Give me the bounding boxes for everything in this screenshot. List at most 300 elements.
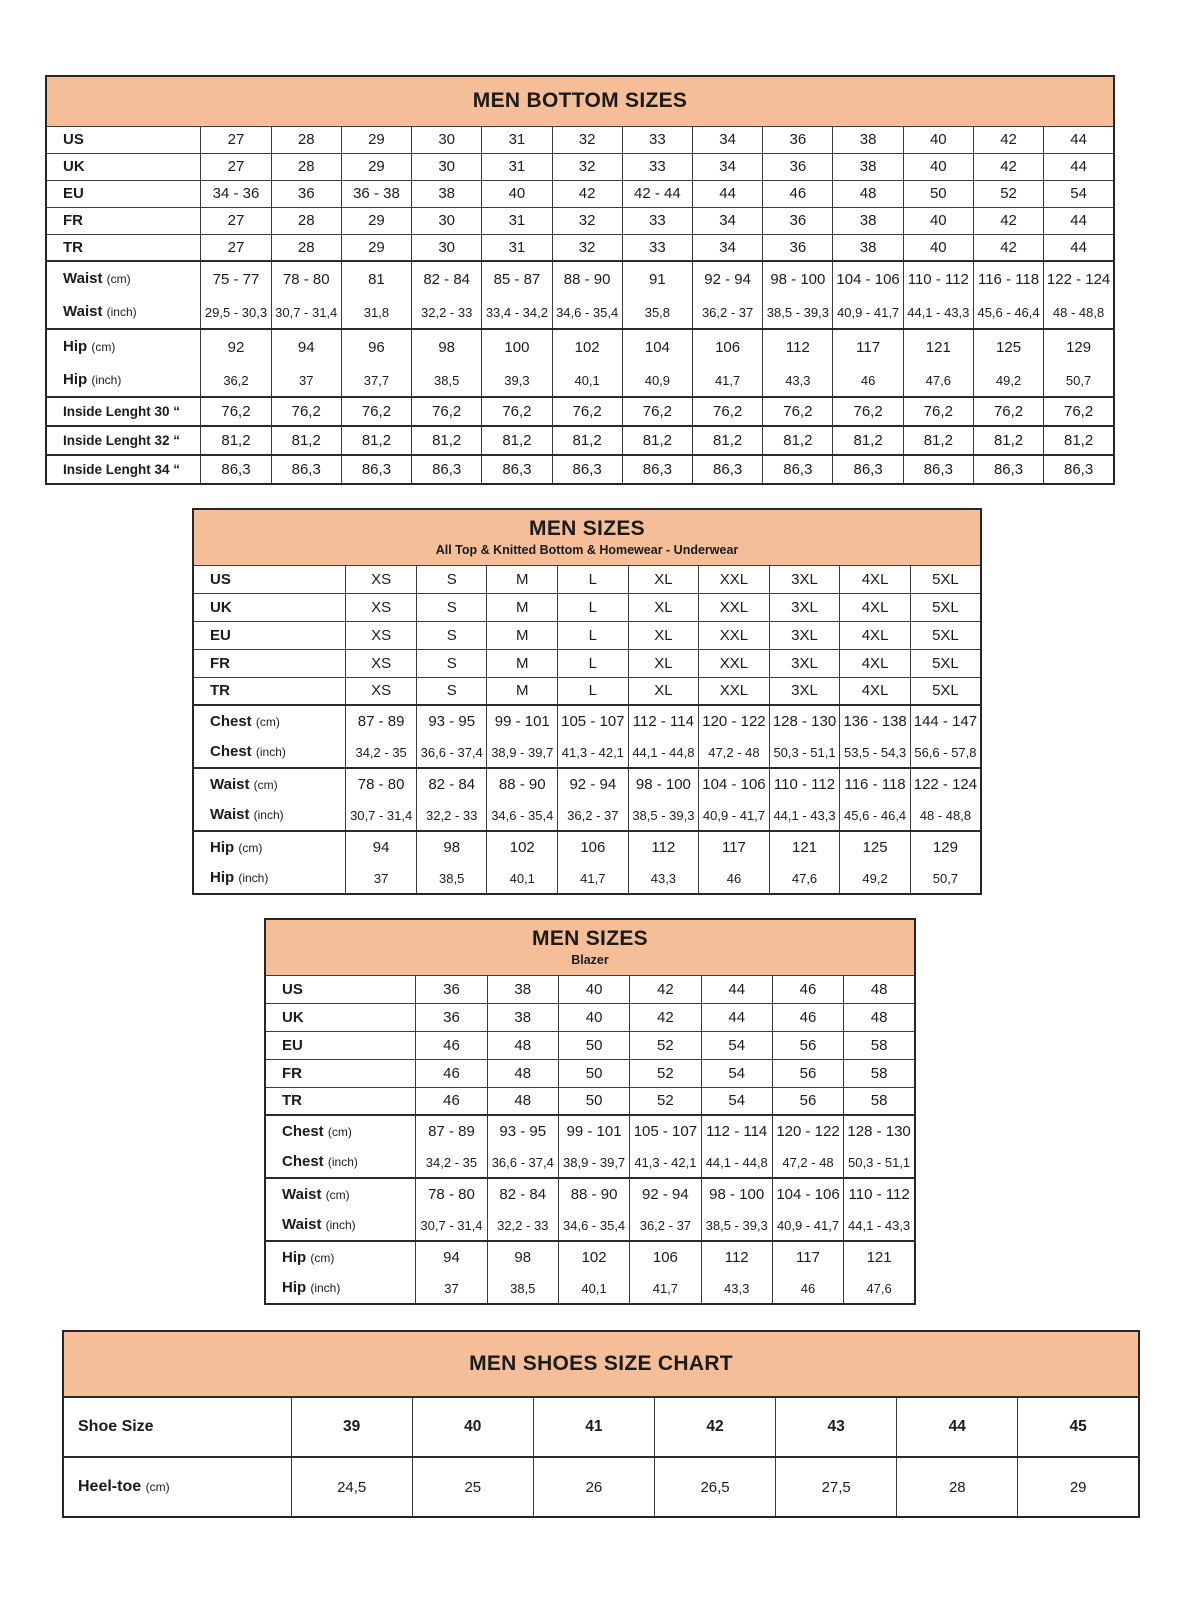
- row-label-text: FR: [210, 654, 230, 672]
- measure-inch-value: 40,9 - 41,7: [702, 807, 766, 823]
- row-label-text: US: [63, 131, 84, 148]
- value-cell: 42: [973, 234, 1043, 261]
- row-label-text: Chest: [282, 1153, 324, 1171]
- row-label: [46, 455, 201, 484]
- value-cell: 76,2: [201, 397, 271, 426]
- value-cell: 42: [973, 153, 1043, 180]
- row-label-line: [63, 185, 200, 202]
- measure-inch-value: 33,4 - 34,2: [485, 304, 548, 320]
- value-cell: 29: [341, 234, 411, 261]
- measure-inch-value: 47,2 - 48: [782, 1154, 834, 1170]
- value-cell: 44: [897, 1397, 1018, 1457]
- measure-cell: [840, 831, 911, 894]
- row-label: [265, 1241, 416, 1304]
- row-label-text: UK: [210, 598, 232, 616]
- measure-cell: [482, 329, 552, 397]
- row-label-line: [210, 839, 262, 856]
- table-row: [46, 207, 1114, 234]
- value-cell: 76,2: [833, 397, 903, 426]
- row-label-unit: (inch): [327, 1155, 358, 1170]
- measure-inch-value: 44,1 - 44,8: [705, 1154, 768, 1170]
- value-cell: 5XL: [910, 677, 981, 705]
- table-title: MEN SHOES SIZE CHART: [469, 1352, 733, 1375]
- measure-cm-value: 121: [866, 1249, 892, 1267]
- value-cell: 43: [776, 1397, 897, 1457]
- row-label-unit: (cm): [253, 777, 278, 792]
- row-label: [193, 705, 346, 768]
- value-cell: 30: [412, 207, 482, 234]
- row-label-text: Chest: [282, 1122, 324, 1140]
- measure-cell: [558, 831, 629, 894]
- row-label-text: Shoe Size: [78, 1418, 154, 1435]
- table-row: [265, 1241, 915, 1304]
- value-cell: S: [416, 593, 487, 621]
- value-cell: 86,3: [271, 455, 341, 484]
- value-cell: 58: [844, 1059, 915, 1087]
- value-cell: S: [416, 677, 487, 705]
- value-cell: 86,3: [622, 455, 692, 484]
- row-label-text: Chest: [210, 743, 252, 761]
- measure-cm-value: 82 - 84: [428, 776, 476, 794]
- row-label-line: [210, 743, 286, 760]
- row-label-unit: (inch): [253, 808, 284, 823]
- measure-inch-value: 46: [800, 1280, 816, 1296]
- value-cell: 26: [533, 1457, 654, 1517]
- value-cell: 42: [630, 1003, 701, 1031]
- measure-cell: [271, 261, 341, 329]
- value-cell: L: [558, 593, 629, 621]
- measure-inch-value: 41,7: [714, 372, 741, 388]
- measure-cell: [973, 261, 1043, 329]
- value-cell: XL: [628, 565, 699, 593]
- value-cell: 81,2: [201, 426, 271, 455]
- row-label-unit: (inch): [106, 305, 137, 319]
- value-cell: 36: [271, 180, 341, 207]
- men-bottom-sizes-table: [45, 75, 1115, 485]
- table-row: [193, 705, 981, 768]
- measure-cm-value: 82 - 84: [499, 1186, 547, 1204]
- value-cell: 40: [903, 207, 973, 234]
- value-cell: 76,2: [693, 397, 763, 426]
- measure-inch-value: 29,5 - 30,3: [204, 304, 268, 320]
- measure-inch-value: 45,6 - 46,4: [977, 304, 1040, 320]
- value-cell: 76,2: [622, 397, 692, 426]
- row-label-line: [282, 1153, 358, 1170]
- row-label-unit: (inch): [91, 373, 122, 387]
- measure-cm-value: 105 - 107: [561, 713, 625, 731]
- men-shoes-size-chart-table-container: [62, 1330, 1140, 1518]
- measure-cm-value: 106: [580, 839, 606, 857]
- value-cell: 31: [482, 153, 552, 180]
- value-cell: XS: [346, 621, 417, 649]
- table-header-band: [265, 919, 915, 975]
- measure-inch-value: 40,9 - 41,7: [776, 1217, 840, 1233]
- measure-cell: [628, 768, 699, 831]
- measure-inch-value: 35,8: [644, 304, 671, 320]
- table-row: [193, 621, 981, 649]
- measure-inch-value: 34,6 - 35,4: [563, 1217, 626, 1233]
- row-label-unit: (inch): [325, 1218, 356, 1233]
- row-label-unit: (cm): [310, 1250, 335, 1265]
- measure-cm-value: 98 - 100: [770, 270, 826, 288]
- value-cell: 86,3: [973, 455, 1043, 484]
- table-row: [193, 831, 981, 894]
- row-label-text: Hip: [63, 371, 88, 388]
- value-cell: 32: [552, 234, 622, 261]
- table-title: MEN BOTTOM SIZES: [472, 89, 688, 113]
- measure-inch-value: 37: [298, 372, 314, 388]
- measure-cell: [346, 831, 417, 894]
- row-label-text: Waist: [210, 806, 250, 824]
- table-row: [193, 565, 981, 593]
- value-cell: 38: [833, 153, 903, 180]
- value-cell: 46: [772, 1003, 843, 1031]
- value-cell: 46: [416, 1087, 487, 1115]
- row-label-line: [63, 158, 200, 175]
- value-cell: 50: [558, 1059, 629, 1087]
- value-cell: 28: [271, 153, 341, 180]
- row-label-line: [282, 1249, 334, 1266]
- measure-cm-value: 122 - 124: [913, 776, 978, 794]
- table-row: [63, 1457, 1139, 1517]
- row-label-unit: (cm): [255, 714, 280, 729]
- value-cell: 76,2: [903, 397, 973, 426]
- measure-cell: [552, 329, 622, 397]
- table-row: [46, 426, 1114, 455]
- value-cell: 3XL: [769, 593, 840, 621]
- value-cell: 56: [772, 1087, 843, 1115]
- measure-cell: [763, 329, 833, 397]
- value-cell: 4XL: [840, 677, 911, 705]
- measure-cm-value: 112: [651, 839, 676, 857]
- value-cell: 86,3: [763, 455, 833, 484]
- value-cell: 34: [693, 126, 763, 153]
- row-label: [63, 1397, 291, 1457]
- measure-cm-value: 104: [644, 338, 670, 356]
- value-cell: 27: [201, 234, 271, 261]
- row-label-text: Hip: [282, 1279, 307, 1297]
- row-label: [265, 1031, 416, 1059]
- value-cell: M: [487, 565, 558, 593]
- measure-cell: [341, 329, 411, 397]
- value-cell: 46: [763, 180, 833, 207]
- table-header-band: [63, 1331, 1139, 1397]
- value-cell: 81,2: [763, 426, 833, 455]
- value-cell: 36 - 38: [341, 180, 411, 207]
- men-shoes-size-chart-table: [62, 1330, 1140, 1518]
- table-subtitle: All Top & Knitted Bottom & Homewear - Underwear: [435, 543, 739, 558]
- value-cell: 40: [903, 126, 973, 153]
- measure-cell: [558, 1241, 629, 1304]
- table-row: [46, 397, 1114, 426]
- value-cell: 76,2: [763, 397, 833, 426]
- value-cell: 81,2: [482, 426, 552, 455]
- row-label-unit: (cm): [91, 340, 116, 354]
- value-cell: M: [487, 593, 558, 621]
- measure-cell: [699, 768, 770, 831]
- row-label-unit: (cm): [106, 272, 131, 286]
- value-cell: 76,2: [552, 397, 622, 426]
- value-cell: 30: [412, 126, 482, 153]
- row-label-line: [282, 1037, 415, 1054]
- row-label-text: Inside Lenght 34 “: [63, 462, 181, 477]
- value-cell: 46: [416, 1059, 487, 1087]
- value-cell: 33: [622, 207, 692, 234]
- measure-cm-value: 93 - 95: [499, 1123, 547, 1141]
- measure-inch-value: 40,1: [581, 1280, 607, 1296]
- row-label: [46, 126, 201, 153]
- measure-cm-value: 120 - 122: [702, 713, 766, 731]
- measure-inch-value: 56,6 - 57,8: [914, 744, 977, 760]
- measure-inch-value: 45,6 - 46,4: [844, 807, 907, 823]
- table-row: [265, 1178, 915, 1241]
- men-sizes-blazer-table: [264, 918, 916, 1305]
- value-cell: 76,2: [1044, 397, 1114, 426]
- row-label-line: [78, 1418, 291, 1436]
- row-label-text: FR: [282, 1064, 302, 1082]
- measure-inch-value: 43,3: [724, 1280, 750, 1296]
- row-label-text: FR: [63, 212, 83, 229]
- row-label: [46, 207, 201, 234]
- measure-inch-value: 34,6 - 35,4: [556, 304, 619, 320]
- table-row: [265, 1003, 915, 1031]
- table-row: [46, 180, 1114, 207]
- measure-cm-value: 99 - 101: [494, 713, 550, 731]
- value-cell: 4XL: [840, 593, 911, 621]
- table-row: [265, 1031, 915, 1059]
- measure-inch-value: 38,5: [439, 870, 465, 886]
- value-cell: XL: [628, 649, 699, 677]
- measure-cell: [341, 261, 411, 329]
- measure-cell: [622, 329, 692, 397]
- value-cell: 40: [903, 153, 973, 180]
- value-cell: 33: [622, 234, 692, 261]
- measure-cm-value: 98: [438, 338, 456, 356]
- row-label: [193, 677, 346, 705]
- row-label-line: [63, 212, 200, 229]
- measure-cell: [487, 1115, 558, 1178]
- value-cell: 4XL: [840, 649, 911, 677]
- row-label: [265, 1115, 416, 1178]
- measure-cm-value: 88 - 90: [570, 1186, 618, 1204]
- measure-cm-value: 92 - 94: [642, 1186, 689, 1204]
- table-row: [265, 1059, 915, 1087]
- table-row: [46, 455, 1114, 484]
- row-label-line: [63, 371, 121, 388]
- value-cell: 44: [1044, 153, 1114, 180]
- value-cell: 4XL: [840, 621, 911, 649]
- value-cell: 86,3: [201, 455, 271, 484]
- row-label-line: [282, 1092, 415, 1109]
- row-label: [46, 329, 201, 397]
- value-cell: 32: [552, 207, 622, 234]
- measure-inch-value: 38,5 - 39,3: [632, 807, 695, 823]
- measure-cell: [903, 329, 973, 397]
- measure-cm-value: 93 - 95: [428, 713, 476, 731]
- measure-inch-value: 47,6: [866, 1280, 892, 1296]
- measure-cm-value: 98: [514, 1249, 532, 1267]
- value-cell: 28: [271, 234, 341, 261]
- measure-inch-value: 53,5 - 54,3: [844, 744, 907, 760]
- value-cell: 86,3: [341, 455, 411, 484]
- value-cell: 48: [487, 1031, 558, 1059]
- measure-inch-value: 30,7 - 31,4: [350, 807, 413, 823]
- measure-cell: [973, 329, 1043, 397]
- row-label-line: [63, 131, 200, 148]
- measure-inch-value: 40,9: [644, 372, 671, 388]
- table-row: [193, 677, 981, 705]
- measure-cm-value: 81: [368, 270, 385, 288]
- row-label: [265, 975, 416, 1003]
- value-cell: 3XL: [769, 677, 840, 705]
- measure-cm-value: 110 - 112: [773, 776, 836, 794]
- table-row: [46, 153, 1114, 180]
- row-label-line: [282, 1279, 340, 1296]
- measure-cm-value: 116 - 118: [977, 270, 1040, 288]
- measure-cell: [833, 329, 903, 397]
- value-cell: 50: [903, 180, 973, 207]
- measure-cm-value: 116 - 118: [844, 776, 906, 794]
- row-label-unit: (inch): [238, 871, 269, 886]
- measure-cell: [482, 261, 552, 329]
- measure-cell: [558, 705, 629, 768]
- value-cell: XS: [346, 677, 417, 705]
- measure-cell: [844, 1241, 915, 1304]
- measure-inch-value: 40,1: [574, 372, 600, 388]
- value-cell: 42: [552, 180, 622, 207]
- row-label-text: Waist: [63, 270, 103, 287]
- measure-inch-value: 36,2 - 37: [701, 304, 754, 320]
- value-cell: 29: [341, 126, 411, 153]
- measure-cm-value: 87 - 89: [428, 1123, 475, 1141]
- row-label-line: [282, 1065, 415, 1082]
- measure-inch-value: 34,2 - 35: [425, 1154, 478, 1170]
- value-cell: L: [558, 677, 629, 705]
- measure-cm-value: 117: [796, 1249, 820, 1267]
- value-cell: 86,3: [693, 455, 763, 484]
- measure-cell: [833, 261, 903, 329]
- measure-cell: [630, 1241, 701, 1304]
- measure-cm-value: 136 - 138: [843, 713, 907, 731]
- value-cell: 44: [693, 180, 763, 207]
- measure-cell: [840, 768, 911, 831]
- value-cell: 31: [482, 126, 552, 153]
- row-label: [46, 261, 201, 329]
- measure-inch-value: 50,3 - 51,1: [773, 744, 836, 760]
- measure-inch-value: 49,2: [995, 372, 1022, 388]
- value-cell: XL: [628, 593, 699, 621]
- value-cell: 5XL: [910, 593, 981, 621]
- measure-inch-value: 41,3 - 42,1: [561, 744, 624, 760]
- row-label: [46, 234, 201, 261]
- value-cell: 28: [271, 126, 341, 153]
- row-label-unit: (cm): [325, 1187, 350, 1202]
- value-cell: 28: [897, 1457, 1018, 1517]
- measure-cm-value: 85 - 87: [493, 270, 541, 288]
- row-label-line: [210, 655, 345, 672]
- value-cell: S: [416, 649, 487, 677]
- value-cell: 86,3: [1044, 455, 1114, 484]
- value-cell: L: [558, 649, 629, 677]
- value-cell: XS: [346, 565, 417, 593]
- row-label-line: [63, 404, 200, 419]
- table-row: [46, 261, 1114, 329]
- measure-cell: [416, 768, 487, 831]
- measure-cell: [558, 768, 629, 831]
- value-cell: 46: [416, 1031, 487, 1059]
- value-cell: 30: [412, 234, 482, 261]
- measure-cell: [412, 329, 482, 397]
- row-label-text: US: [282, 980, 303, 998]
- value-cell: 34 - 36: [201, 180, 271, 207]
- row-label: [193, 768, 346, 831]
- value-cell: XXL: [699, 593, 770, 621]
- measure-cm-value: 117: [856, 338, 881, 356]
- measure-cell: [763, 261, 833, 329]
- measure-inch-value: 44,1 - 44,8: [632, 744, 695, 760]
- measure-cell: [910, 768, 981, 831]
- row-label-text: EU: [282, 1036, 303, 1054]
- value-cell: 38: [487, 1003, 558, 1031]
- row-label-unit: (cm): [145, 1480, 170, 1494]
- measure-cm-value: 88 - 90: [498, 776, 546, 794]
- table-subtitle: Blazer: [571, 953, 609, 968]
- measure-inch-value: 47,2 - 48: [708, 744, 760, 760]
- measure-inch-value: 30,7 - 31,4: [275, 304, 338, 320]
- row-label-text: Waist: [210, 775, 250, 793]
- value-cell: 48: [844, 1003, 915, 1031]
- value-cell: M: [487, 649, 558, 677]
- row-label-line: [210, 806, 284, 823]
- value-cell: 36: [763, 234, 833, 261]
- value-cell: 34: [693, 153, 763, 180]
- measure-cell: [271, 329, 341, 397]
- measure-inch-value: 50,7: [932, 870, 959, 886]
- value-cell: XL: [628, 621, 699, 649]
- value-cell: 26,5: [654, 1457, 775, 1517]
- measure-cell: [558, 1178, 629, 1241]
- value-cell: 86,3: [482, 455, 552, 484]
- value-cell: 42: [630, 975, 701, 1003]
- measure-inch-value: 44,1 - 43,3: [907, 304, 970, 320]
- row-label-line: [282, 1186, 350, 1203]
- value-cell: 41: [533, 1397, 654, 1457]
- table-header-band: [46, 76, 1114, 126]
- measure-cell: [201, 261, 271, 329]
- value-cell: 76,2: [973, 397, 1043, 426]
- value-cell: 81,2: [693, 426, 763, 455]
- measure-cm-value: 98 - 100: [709, 1186, 765, 1204]
- value-cell: 48: [487, 1087, 558, 1115]
- measure-inch-value: 44,1 - 43,3: [848, 1217, 911, 1233]
- measure-cm-value: 104 - 106: [836, 270, 900, 288]
- measure-inch-value: 50,7: [1065, 372, 1092, 388]
- table-row: [193, 593, 981, 621]
- value-cell: 81,2: [833, 426, 903, 455]
- measure-cm-value: 102: [574, 338, 600, 356]
- measure-inch-value: 31,8: [363, 304, 390, 320]
- measure-cell: [772, 1178, 843, 1241]
- measure-inch-value: 43,3: [650, 870, 677, 886]
- row-label-text: Hip: [210, 838, 235, 856]
- value-cell: 36: [763, 207, 833, 234]
- measure-inch-value: 38,9 - 39,7: [563, 1154, 626, 1170]
- measure-cm-value: 104 - 106: [776, 1186, 840, 1204]
- measure-inch-value: 37: [373, 870, 389, 886]
- value-cell: 36: [416, 1003, 487, 1031]
- value-cell: 30: [412, 153, 482, 180]
- row-label: [46, 153, 201, 180]
